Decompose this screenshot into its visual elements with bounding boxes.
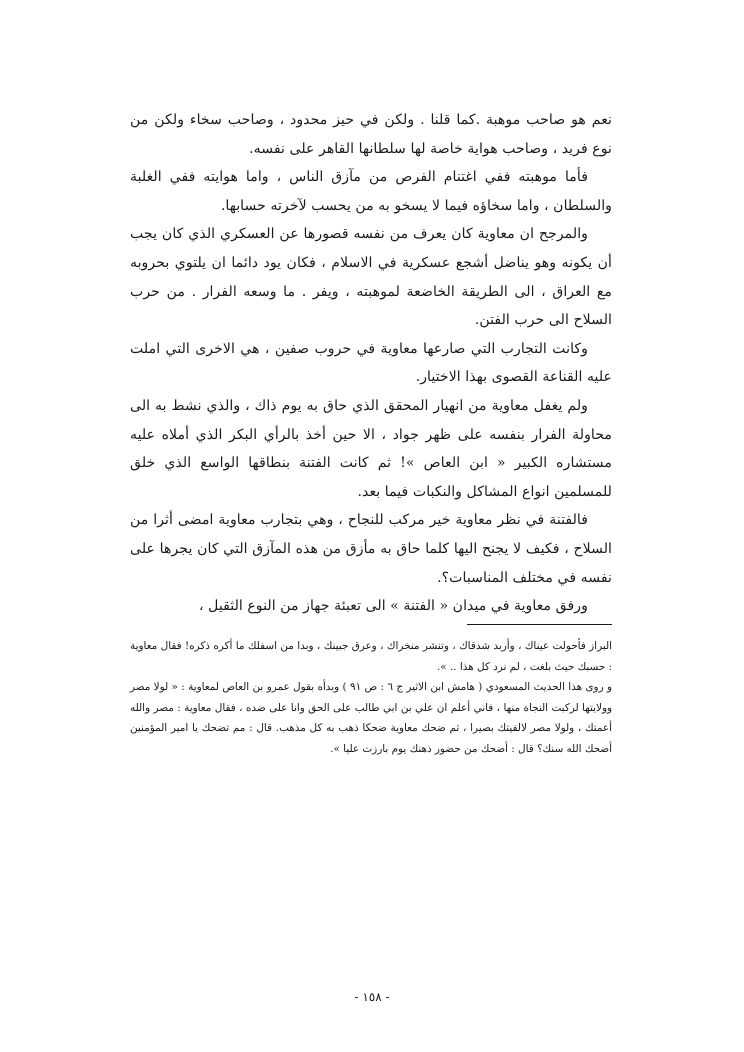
footnote-1: البراز فأحولت عيناك ، وأربد شدقاك ، وتنشر منخراك ، وعرق جبينك ، وبدا من اسفلك ما أكره ذكره! فقال معاوية : حسبك حيث بلغت ، لم نرد كل هذا .. ». xyxy=(130,640,612,673)
paragraph-1: نعم هو صاحب موهبة .كما قلنا . ولكن في حيز محدود ، وصاحب سخاء ولكن من نوع فريد ، وصاحب هواية خاصة لها سلطانها القاهر على نفسه. xyxy=(130,112,612,157)
page-number: - ١٥٨ - xyxy=(354,990,390,1004)
paragraph-5: ولم يغفل معاوية من انهيار المحقق الذي حاق به يوم ذاك ، والذي نشط به الى محاولة الفرار بنفسه على ظهر جواد ، الا حين أخذ بالرأي البكر الذي أملاه عليه مستشاره الكبير « ابن العاص »! ثم كانت الفتنة بنطاقها الواسع الذي خلق للمسلمين انواع المشاكل والنكبات فيما بعد. xyxy=(130,397,612,500)
footnote-divider xyxy=(467,624,612,625)
paragraph-6: فالفتنة في نظر معاوية خير مركب للنجاح ، وهي بتجارب معاوية امضى أثرا من السلاح ، فكيف لا يجنح اليها كلما حاق به مأزق من هذه المآزق التي كان يجرها على نفسه في مختلف المناسبات؟. xyxy=(130,512,612,586)
paragraph-7: ورفق معاوية في ميدان « الفتنة » الى تعبئة جهاز من النوع الثقيل ، xyxy=(199,598,588,615)
footnote-2: و روى هذا الحديث المسعودي ( هامش ابن الاثير ج ٦ : ص ٩١ ) وبدأه بقول عمرو بن العاص لمعاوية : « لولا مصر وولايتها لركبت النجاة منها ، فاني أعلم ان علي بن ابي طالب على الحق وانا على ضده ، فقال معاوية : مصر والله أعمتك ، ولولا مصر لالفيتك بصيرا ، ثم ضحك معاوية ضحكا ذهب به كل مذهب. قال : مم تضحك يا امير المؤمنين أضحك الله سنك؟ قال : أضحك من حضور ذهنك يوم بارزت عليا ». xyxy=(130,681,612,755)
main-text xyxy=(130,106,612,621)
paragraph-2: فأما موهبته ففي اغتنام الفرص من مآزق الناس ، واما هوايته ففي الغلبة والسلطان ، واما سخاؤه فيما لا يسخو به من يحسب لآخرته حسابها. xyxy=(130,169,612,214)
paragraph-4: وكانت التجارب التي صارعها معاوية في حروب صفين ، هي الاخرى التي املت عليه القناعة القصوى بهذا الاختيار. xyxy=(130,340,612,386)
paragraph-3: والمرجح ان معاوية كان يعرف من نفسه قصورها عن العسكري الذي كان يجب أن يكونه وهو يناضل أشجع عسكرية في الاسلام ، فكان يود دائما ان يلتوي بحروبه مع العراق ، الى الطريقة الخاضعة لموهبته ، ويفر . ما وسعه الفرار . من حرب السلاح الى حرب الفتن. xyxy=(130,226,612,329)
footnotes xyxy=(130,636,612,760)
